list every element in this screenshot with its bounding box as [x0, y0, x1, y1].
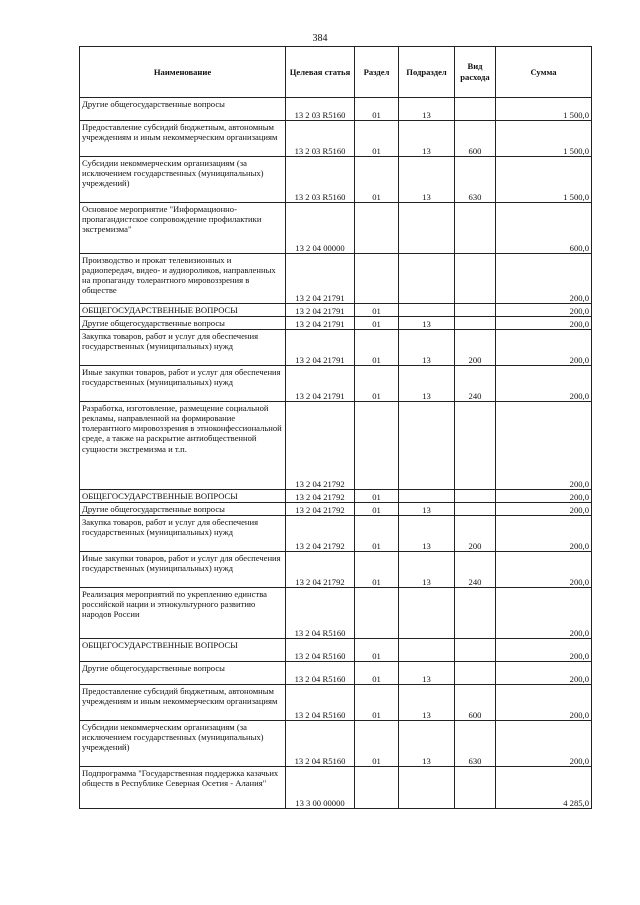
row-section: 01: [355, 662, 399, 685]
table-header-row: [80, 47, 592, 98]
row-section: 01: [355, 503, 399, 516]
row-name: Другие общегосударственные вопросы: [80, 503, 286, 516]
row-sum: 200,0: [496, 639, 592, 662]
row-name: Реализация мероприятий по укреплению единства российской нации и этнокультурного развитию народов России: [80, 588, 286, 639]
row-section: 01: [355, 304, 399, 317]
row-subsection: 13: [399, 366, 455, 402]
row-kind: 200: [455, 516, 496, 552]
table-row: [80, 490, 592, 503]
row-name: Подпрограмма "Государственная поддержка казачьих обществ в Республике Северная Осетия - Алания": [80, 767, 286, 809]
row-name: Другие общегосударственные вопросы: [80, 98, 286, 121]
row-code: 13 2 04 21792: [286, 516, 355, 552]
row-sum: 200,0: [496, 516, 592, 552]
row-name: Производство и прокат телевизионных и радиопередач, видео- и аудиороликов, направленных на пропаганду толерантного мировоззрения в обществе: [80, 254, 286, 304]
row-kind: 600: [455, 121, 496, 157]
row-sum: 200,0: [496, 317, 592, 330]
header-name: Наименование: [80, 47, 286, 98]
row-subsection: [399, 304, 455, 317]
table-row: [80, 721, 592, 767]
table-row: [80, 552, 592, 588]
row-subsection: 13: [399, 516, 455, 552]
row-name: Разработка, изготовление, размещение социальной рекламы, направленной на формирование толерантного мировоззрения в этноконфессиональной среде, а также на раскрытие антиобщественной сущности экстремизма и т.п.: [80, 402, 286, 490]
row-code: 13 2 04 R5160: [286, 662, 355, 685]
row-sum: 600,0: [496, 203, 592, 254]
row-sum: 4 285,0: [496, 767, 592, 809]
row-section: [355, 767, 399, 809]
row-name: Субсидии некоммерческим организациям (за исключением государственных (муниципальных) учреждений): [80, 157, 286, 203]
row-name: ОБЩЕГОСУДАРСТВЕННЫЕ ВОПРОСЫ: [80, 490, 286, 503]
table-row: [80, 304, 592, 317]
row-kind: [455, 304, 496, 317]
row-section: 01: [355, 366, 399, 402]
table-row: [80, 121, 592, 157]
row-section: [355, 254, 399, 304]
row-name: Предоставление субсидий бюджетным, автономным учреждениям и иным некоммерческим организациям: [80, 121, 286, 157]
row-subsection: 13: [399, 98, 455, 121]
row-section: 01: [355, 685, 399, 721]
row-name: Иные закупки товаров, работ и услуг для обеспечения государственных (муниципальных) нужд: [80, 552, 286, 588]
row-name: Иные закупки товаров, работ и услуг для обеспечения государственных (муниципальных) нужд: [80, 366, 286, 402]
header-section: Раздел: [355, 47, 399, 98]
row-subsection: 13: [399, 503, 455, 516]
row-code: 13 2 04 21791: [286, 254, 355, 304]
row-section: 01: [355, 98, 399, 121]
row-subsection: 13: [399, 330, 455, 366]
row-name: Закупка товаров, работ и услуг для обеспечения государственных (муниципальных) нужд: [80, 330, 286, 366]
row-subsection: 13: [399, 685, 455, 721]
row-code: 13 2 04 21791: [286, 317, 355, 330]
row-name: Субсидии некоммерческим организациям (за исключением государственных (муниципальных) учреждений): [80, 721, 286, 767]
row-kind: 630: [455, 721, 496, 767]
row-section: 01: [355, 330, 399, 366]
row-code: 13 2 04 21792: [286, 490, 355, 503]
row-subsection: [399, 402, 455, 490]
row-sum: 200,0: [496, 685, 592, 721]
table-row: [80, 588, 592, 639]
row-subsection: 13: [399, 552, 455, 588]
row-sum: 200,0: [496, 552, 592, 588]
table-row: [80, 402, 592, 490]
table-row: [80, 516, 592, 552]
row-kind: 240: [455, 552, 496, 588]
row-sum: 200,0: [496, 304, 592, 317]
row-code: 13 2 04 21792: [286, 552, 355, 588]
row-subsection: [399, 490, 455, 503]
row-name: Другие общегосударственные вопросы: [80, 317, 286, 330]
row-sum: 200,0: [496, 503, 592, 516]
row-code: 13 2 04 21791: [286, 304, 355, 317]
row-subsection: [399, 203, 455, 254]
row-subsection: 13: [399, 157, 455, 203]
row-section: [355, 203, 399, 254]
row-code: 13 2 03 R5160: [286, 157, 355, 203]
table-row: [80, 503, 592, 516]
row-subsection: 13: [399, 317, 455, 330]
row-kind: [455, 490, 496, 503]
row-sum: 200,0: [496, 588, 592, 639]
row-section: 01: [355, 490, 399, 503]
row-section: 01: [355, 317, 399, 330]
row-name: Другие общегосударственные вопросы: [80, 662, 286, 685]
row-name: ОБЩЕГОСУДАРСТВЕННЫЕ ВОПРОСЫ: [80, 639, 286, 662]
row-code: 13 2 04 R5160: [286, 721, 355, 767]
table-row: [80, 685, 592, 721]
row-code: 13 2 04 R5160: [286, 685, 355, 721]
row-sum: 200,0: [496, 330, 592, 366]
row-kind: [455, 639, 496, 662]
row-subsection: [399, 767, 455, 809]
row-section: 01: [355, 121, 399, 157]
row-code: 13 2 04 R5160: [286, 588, 355, 639]
row-subsection: [399, 254, 455, 304]
row-section: [355, 588, 399, 639]
row-code: 13 2 04 21791: [286, 366, 355, 402]
row-kind: 630: [455, 157, 496, 203]
row-subsection: [399, 588, 455, 639]
row-kind: [455, 203, 496, 254]
row-sum: 1 500,0: [496, 98, 592, 121]
row-section: 01: [355, 516, 399, 552]
table-row: [80, 330, 592, 366]
row-kind: 240: [455, 366, 496, 402]
row-sum: 1 500,0: [496, 157, 592, 203]
table-row: [80, 98, 592, 121]
row-sum: 200,0: [496, 721, 592, 767]
row-kind: 200: [455, 330, 496, 366]
table-row: [80, 203, 592, 254]
row-sum: 200,0: [496, 366, 592, 402]
row-subsection: 13: [399, 662, 455, 685]
row-code: 13 2 03 R5160: [286, 98, 355, 121]
row-code: 13 2 03 R5160: [286, 121, 355, 157]
table-row: [80, 157, 592, 203]
page-number: 384: [312, 33, 328, 44]
table-row: [80, 366, 592, 402]
row-subsection: 13: [399, 121, 455, 157]
row-section: 01: [355, 552, 399, 588]
budget-table: [79, 46, 592, 809]
row-kind: [455, 662, 496, 685]
row-code: 13 2 04 00000: [286, 203, 355, 254]
table-body: [80, 98, 592, 809]
row-sum: 1 500,0: [496, 121, 592, 157]
row-code: 13 2 04 21792: [286, 402, 355, 490]
row-name: Основное мероприятие "Информационно-пропагандистское сопровождение профилактики экстремизма": [80, 203, 286, 254]
header-kind: Вид расхода: [455, 47, 496, 98]
row-sum: 200,0: [496, 254, 592, 304]
header-sum: Сумма: [496, 47, 592, 98]
row-section: 01: [355, 639, 399, 662]
row-kind: [455, 317, 496, 330]
row-kind: 600: [455, 685, 496, 721]
row-kind: [455, 767, 496, 809]
row-section: [355, 402, 399, 490]
row-code: 13 2 04 R5160: [286, 639, 355, 662]
row-kind: [455, 98, 496, 121]
row-sum: 200,0: [496, 402, 592, 490]
table-row: [80, 662, 592, 685]
row-code: 13 3 00 00000: [286, 767, 355, 809]
row-code: 13 2 04 21791: [286, 330, 355, 366]
table-row: [80, 254, 592, 304]
row-kind: [455, 503, 496, 516]
row-kind: [455, 588, 496, 639]
table-row: [80, 767, 592, 809]
table-row: [80, 639, 592, 662]
row-section: 01: [355, 157, 399, 203]
row-name: Закупка товаров, работ и услуг для обеспечения государственных (муниципальных) нужд: [80, 516, 286, 552]
header-code: Целевая статья: [286, 47, 355, 98]
header-subsection: Подраздел: [399, 47, 455, 98]
row-kind: [455, 402, 496, 490]
row-kind: [455, 254, 496, 304]
table-row: [80, 317, 592, 330]
row-name: ОБЩЕГОСУДАРСТВЕННЫЕ ВОПРОСЫ: [80, 304, 286, 317]
row-subsection: 13: [399, 721, 455, 767]
row-section: 01: [355, 721, 399, 767]
row-name: Предоставление субсидий бюджетным, автономным учреждениям и иным некоммерческим организациям: [80, 685, 286, 721]
row-subsection: [399, 639, 455, 662]
row-code: 13 2 04 21792: [286, 503, 355, 516]
row-sum: 200,0: [496, 490, 592, 503]
row-sum: 200,0: [496, 662, 592, 685]
